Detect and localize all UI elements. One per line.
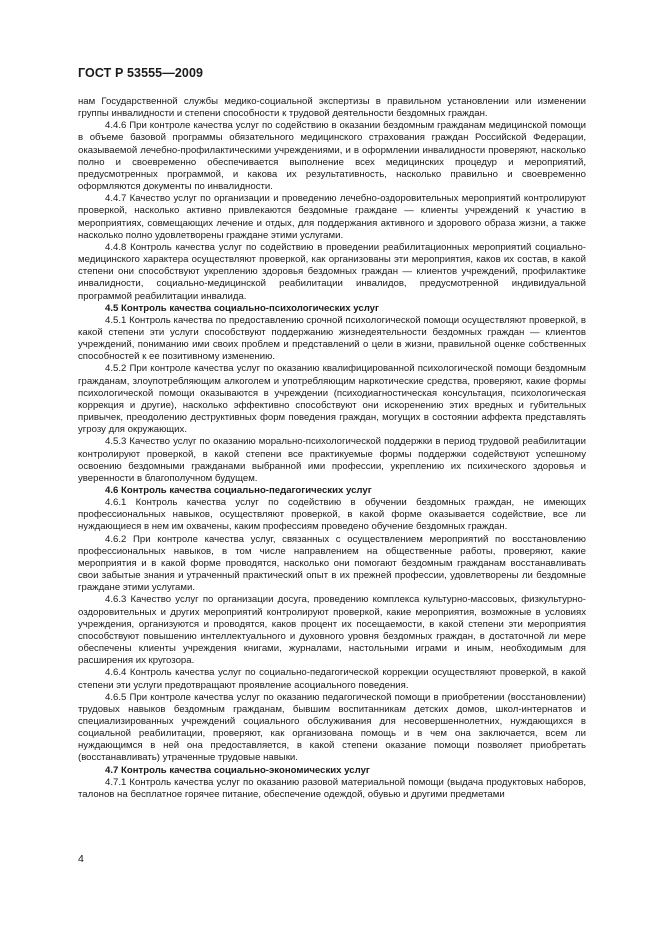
paragraph: 4.6.2 При контроле качества услуг, связанных с осуществлением мероприятий по восстановлению профессиональных навыков, в том числе направлением на общественные работы, проверяют, какие мероприятия и в какой форме проводятся, насколько они помогают бездомным гражданам восстанавливать свои забытые знания и утраченный практический опыт в их прежней профессии, удовлетворены ли бездомные граждане этими услугами.: [78, 533, 586, 594]
paragraph: 4.6.3 Качество услуг по организации досуга, проведению комплекса культурно-массовых, физкультурно-оздоровительных и других мероприятий контролируют проверкой, какие мероприятия, возможные в условиях учреждения, организуются и проводятся, каков процент их посещаемости, в какой степени эти мероприятия способствуют повышению интеллектуального и духовного уровня бездомных граждан, в достаточной ли мере обеспечены клиенты учреждения книгами, журналами, настольными играми и иным, необходимым для расширения их кругозора.: [78, 594, 586, 667]
paragraph: 4.4.8 Контроль качества услуг по содействию в проведении реабилитационных мероприятий социально-медицинского характера осуществляют проверкой, как организованы эти мероприятия, каков их состав, в какой степени они способствуют укреплению здоровья бездомных граждан — клиентов учреждений, профилактике инвалидности, социально-медицинской реабилитации инвалидов, предусмотренной индивидуальной программой реабилитации инвалида.: [78, 241, 586, 302]
paragraph: 4.7.1 Контроль качества услуг по оказанию разовой материальной помощи (выдача продуктовых наборов, талонов на бесплатное горячее питание, обеспечение одеждой, обувью и другими предметами: [78, 776, 586, 800]
paragraph: нам Государственной службы медико-социальной экспертизы в правильном установлении или изменении группы инвалидности и степени способности к трудовой деятельности бездомных граждан.: [78, 96, 586, 120]
section-heading: 4.5 Контроль качества социально-психологических услуг: [105, 302, 380, 314]
document-header: ГОСТ Р 53555—2009: [78, 66, 204, 80]
paragraph: 4.5.2 При контроле качества услуг по оказанию квалифицированной психологической помощи бездомным гражданам, злоупотребляющим алкоголем и употребляющим наркотические средства, проверяют, какие формы психологической помощи оказываются в учреждении (психодиагностическая консультация, психологическая коррекция и другие), насколько эффективно способствуют они искоренению этих вредных и губительных привычек, преодолению деструктивных форм поведения граждан, могущих в состоянии аффекта представлять угрозу для окружающих.: [78, 363, 586, 436]
paragraph: 4.6.4 Контроль качества услуг по социально-педагогической коррекции осуществляют проверкой, в какой степени эти услуги предотвращают проявление асоциального поведения.: [78, 667, 586, 691]
paragraph: 4.4.6 При контроле качества услуг по содействию в оказании бездомным гражданам медицинской помощи в объеме базовой программы обязательного медицинского страхования граждан Российской Федерации, оказываемой лечебно-профилактическими учреждениями, и в оформлении инвалидности проверяют, насколько полно и своевременно обеспечивается выполнение всех медицинских процедур и мероприятий, предусмотренных программой, и какова их результативность, насколько правильно и своевременно оформляются документы по инвалидности.: [78, 120, 586, 193]
section-heading: 4.7 Контроль качества социально-экономических услуг: [105, 764, 370, 776]
paragraph: 4.5.3 Качество услуг по оказанию морально-психологической поддержки в период трудовой реабилитации контролируют проверкой, в какой степени все практикуемые формы поддержки содействуют успешному освоению бездомными гражданами выбранной ими профессии, укреплению их психического здоровья и уверенности в благополучном будущем.: [78, 436, 586, 484]
paragraph: 4.6.1 Контроль качества услуг по содействию в обучении бездомных граждан, не имеющих профессиональных навыков, осуществляют проверкой, в какой форме оказывается содействие, все ли нуждающиеся в нем им охвачены, каким профессиям проведено обучение бездомных граждан.: [78, 497, 586, 533]
paragraph: 4.6.5 При контроле качества услуг по оказанию педагогической помощи в приобретении (восстановлении) трудовых навыков бездомным гражданам, бывшим воспитанникам детских домов, школ-интернатов и специализированных учреждений социального обслуживания для несовершеннолетних, нуждающихся в социальной реабилитации, проверяют, как организована помощь и в чем она заключается, всем ли нуждающимся в ней она предоставляется, в какой степени оказание помощи позволяет приобретать (восстанавливать) утраченные трудовые навыки.: [78, 691, 586, 764]
section-heading: 4.6 Контроль качества социально-педагогических услуг: [105, 485, 372, 496]
paragraph: 4.4.7 Качество услуг по организации и проведению лечебно-оздоровительных мероприятий контролируют проверкой, насколько активно привлекаются бездомные граждане — клиенты учреждений к участию в мероприятиях, совмещающих лечение и отдых, для поддержания активного и здорового образа жизни, а также насколько полно удовлетворены граждане этими услугами.: [78, 193, 586, 241]
document-body: [78, 96, 586, 801]
page-number: 4: [78, 853, 84, 865]
paragraph: 4.5.1 Контроль качества по предоставлению срочной психологической помощи осуществляют проверкой, в какой степени эти услуги способствуют поддержанию жизнедеятельности бездомных граждан — клиентов учреждений, пониманию ими своих проблем и представлений о цели в жизни, правильной оценке собственных способностей к ее позитивному изменению.: [78, 314, 586, 363]
